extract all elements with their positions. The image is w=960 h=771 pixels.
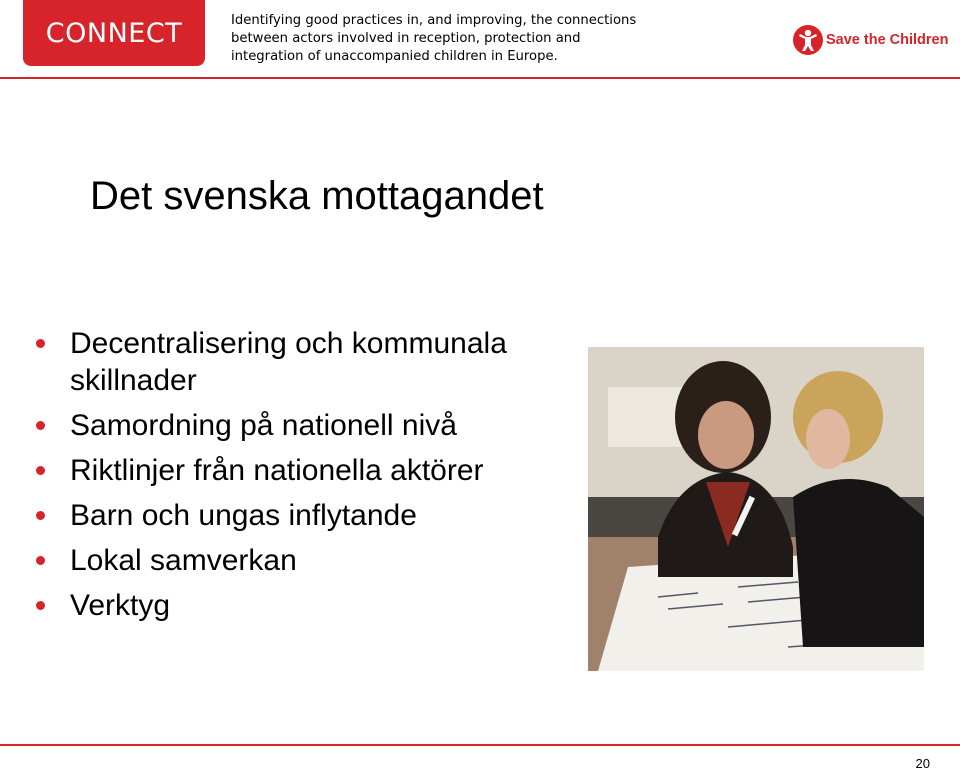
bullet-item [36, 407, 576, 444]
save-the-children-logo [792, 24, 952, 56]
bullet-dot [36, 421, 45, 430]
header-divider [0, 77, 960, 79]
bullet-text: Lokal samverkan [70, 544, 297, 577]
bullet-item [36, 452, 576, 489]
bullet-item [36, 497, 576, 534]
project-tagline [231, 12, 637, 66]
bullet-dot [36, 556, 45, 565]
bullet-item [36, 587, 576, 624]
slide-title: Det svenska mottagandet [90, 174, 544, 218]
slide-header [0, 0, 960, 78]
footer-divider [0, 744, 960, 746]
bullet-item [36, 542, 576, 579]
connect-logo-text: CONNECT [45, 17, 183, 49]
bullet-text: Samordning på nationell nivå [70, 409, 457, 442]
save-the-children-icon [792, 24, 824, 56]
page-number: 20 [915, 756, 930, 771]
bullet-dot [36, 466, 45, 475]
tagline-line: integration of unaccompanied children in Europe. [231, 49, 558, 64]
workshop-photo-illustration [588, 347, 924, 671]
tagline-line: between actors involved in reception, protection and [231, 31, 581, 46]
connect-logo [23, 0, 205, 66]
tagline-line: Identifying good practices in, and improving, the connections [231, 13, 637, 28]
bullet-dot [36, 511, 45, 520]
bullet-dot [36, 601, 45, 610]
bullet-list [36, 325, 576, 632]
bullet-text: Barn och ungas inflytande [70, 499, 417, 532]
workshop-photo [588, 347, 924, 671]
bullet-dot [36, 339, 45, 348]
bullet-text: Decentralisering och kommunala skillnader [70, 327, 507, 397]
bullet-item [36, 325, 576, 399]
bullet-text: Riktlinjer från nationella aktörer [70, 454, 484, 487]
bullet-text: Verktyg [70, 589, 171, 622]
save-the-children-text: Save the Children [826, 32, 949, 48]
